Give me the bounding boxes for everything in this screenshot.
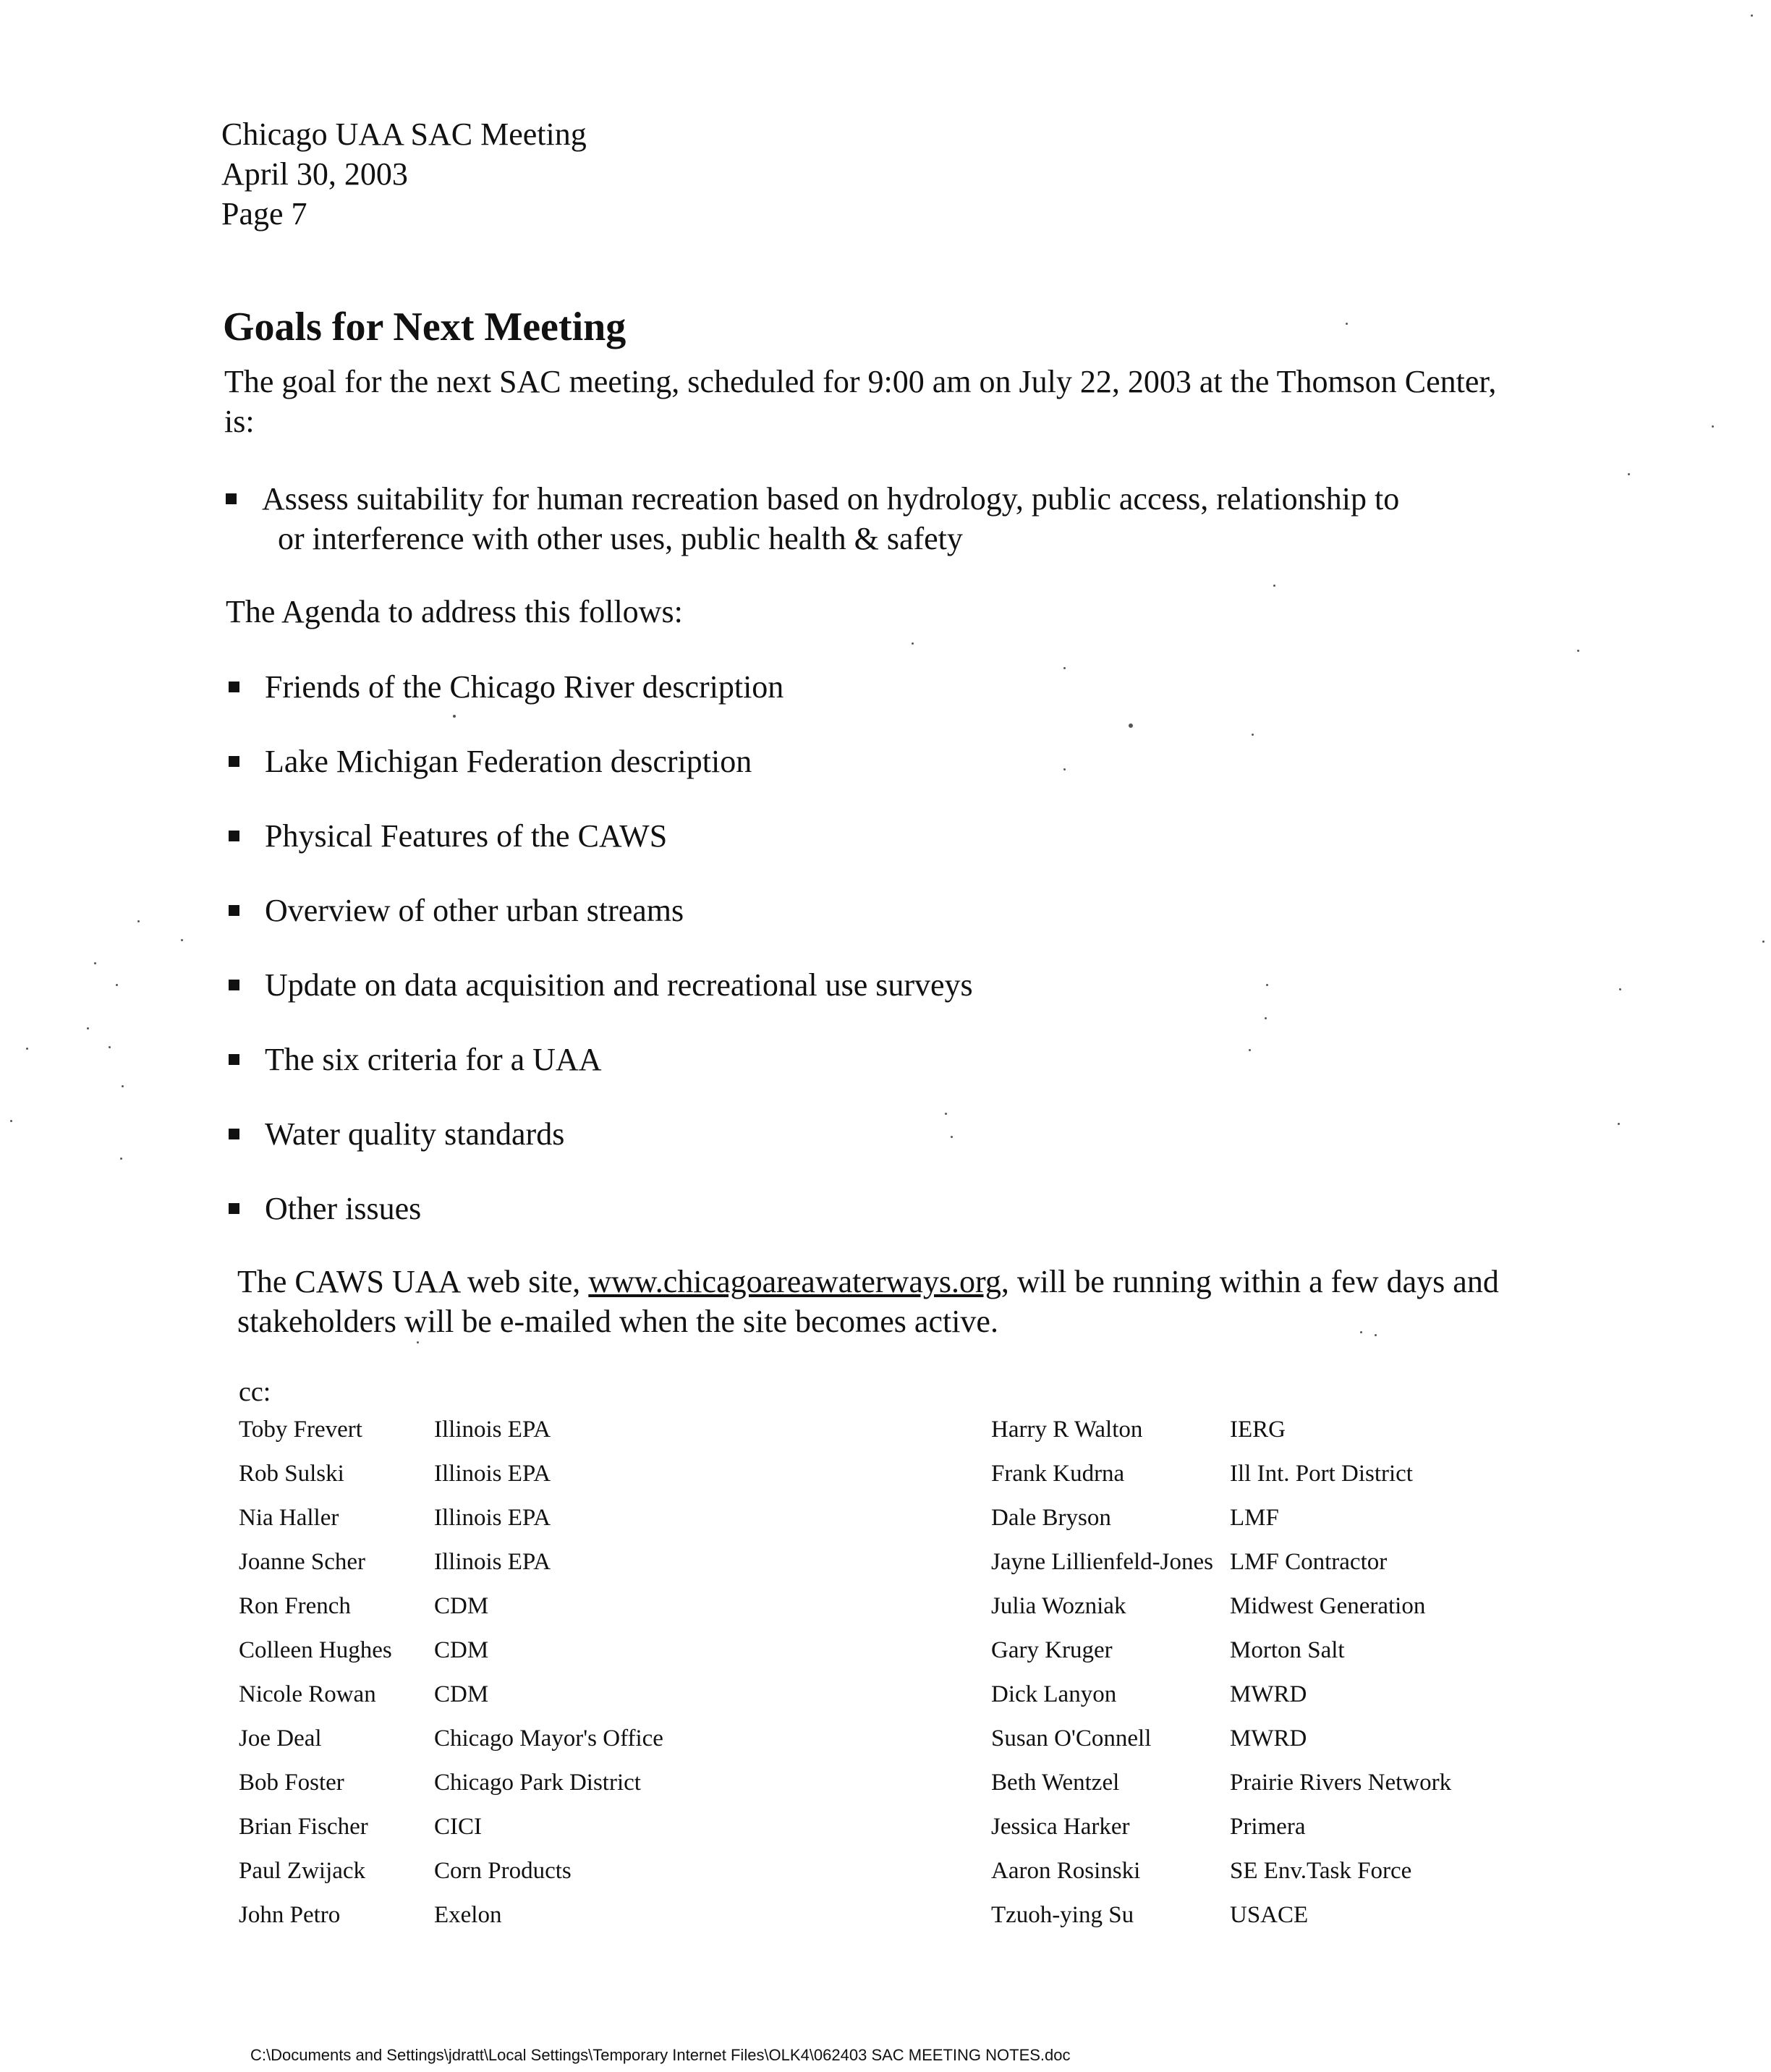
cc-row xyxy=(239,1805,1490,1849)
scan-speck xyxy=(951,1136,953,1138)
cc-recipient-name: Joe Deal xyxy=(239,1725,322,1752)
square-bullet-icon xyxy=(229,682,239,692)
scan-speck xyxy=(1346,323,1348,325)
cc-row xyxy=(239,1717,1490,1761)
cc-recipient-name: Dale Bryson xyxy=(991,1505,1111,1531)
cc-row xyxy=(239,1761,1490,1805)
scan-speck xyxy=(181,939,183,941)
cc-recipient-org: Illinois EPA xyxy=(434,1461,551,1487)
file-path-footer: C:\Documents and Settings\jdratt\Local Settings\Temporary Internet Files\OLK4\062403 SAC MEETING NOTES.doc xyxy=(250,2046,1071,2064)
agenda-item-text: Update on data acquisition and recreational use surveys xyxy=(265,967,973,1003)
agenda-item-text: Other issues xyxy=(265,1191,422,1226)
agenda-item xyxy=(229,742,973,816)
header-page-number: Page 7 xyxy=(221,196,307,232)
cc-recipient-name: Aaron Rosinski xyxy=(991,1858,1141,1884)
memo-header xyxy=(221,114,587,234)
scan-speck xyxy=(1063,667,1066,669)
cc-recipient-name: Gary Kruger xyxy=(991,1637,1113,1663)
scan-speck xyxy=(10,1120,12,1122)
scan-speck xyxy=(1577,650,1579,652)
cc-recipient-org: LMF Contractor xyxy=(1230,1549,1388,1575)
goal-text-line1: Assess suitability for human recreation based on hydrology, public access, relationship to xyxy=(262,481,1400,517)
cc-recipient-org: Chicago Mayor's Office xyxy=(434,1725,663,1752)
cc-recipient-org: SE Env.Task Force xyxy=(1230,1858,1412,1884)
scan-speck xyxy=(1265,1017,1267,1019)
scan-speck xyxy=(1375,1334,1377,1336)
cc-recipient-org: CDM xyxy=(434,1637,489,1663)
scan-speck xyxy=(1252,734,1254,736)
scan-speck xyxy=(122,1085,124,1087)
scan-speck xyxy=(26,1048,28,1050)
website-link[interactable]: www.chicagoareawaterways.org xyxy=(588,1264,1001,1299)
cc-recipient-org: Ill Int. Port District xyxy=(1230,1461,1413,1487)
cc-recipient-org: Exelon xyxy=(434,1902,502,1928)
cc-row xyxy=(239,1452,1490,1496)
cc-recipient-org: LMF xyxy=(1230,1505,1279,1531)
cc-recipient-org: CDM xyxy=(434,1681,489,1707)
cc-recipient-name: Joanne Scher xyxy=(239,1549,366,1575)
scan-speck xyxy=(417,1341,419,1343)
cc-recipient-org: CICI xyxy=(434,1814,482,1840)
cc-row xyxy=(239,1496,1490,1540)
cc-recipient-name: Beth Wentzel xyxy=(991,1770,1120,1796)
cc-table-body xyxy=(239,1408,1490,1937)
goal-intro-paragraph: The goal for the next SAC meeting, scheduled for 9:00 am on July 22, 2003 at the Thomson Center, is: xyxy=(224,364,1497,439)
agenda-item xyxy=(229,965,973,1040)
scan-speck xyxy=(1273,585,1275,587)
agenda-item-text: Lake Michigan Federation description xyxy=(265,744,752,779)
scan-speck xyxy=(1360,1331,1362,1333)
cc-recipient-name: Nicole Rowan xyxy=(239,1681,376,1707)
cc-recipient-name: Brian Fischer xyxy=(239,1814,368,1840)
scan-speck xyxy=(1129,723,1133,728)
cc-recipient-org: Prairie Rivers Network xyxy=(1230,1770,1452,1796)
goal-text-line2: or interference with other uses, public health & safety xyxy=(278,521,963,556)
scan-speck xyxy=(94,962,96,964)
agenda-item-text: Physical Features of the CAWS xyxy=(265,818,668,854)
cc-recipient-name: Harry R Walton xyxy=(991,1417,1143,1443)
cc-recipient-name: Frank Kudrna xyxy=(991,1461,1125,1487)
cc-recipient-org: Corn Products xyxy=(434,1858,572,1884)
cc-row xyxy=(239,1893,1490,1937)
square-bullet-icon xyxy=(229,756,239,767)
scan-speck xyxy=(1712,425,1714,428)
agenda-intro: The Agenda to address this follows: xyxy=(226,594,683,629)
cc-recipient-name: Jayne Lillienfeld-Jones xyxy=(991,1549,1213,1575)
scan-speck xyxy=(137,920,140,922)
square-bullet-icon xyxy=(229,1054,239,1065)
scan-speck xyxy=(1618,1123,1620,1125)
cc-recipient-name: Toby Frevert xyxy=(239,1417,362,1443)
cc-recipient-name: John Petro xyxy=(239,1902,341,1928)
scan-speck xyxy=(1762,941,1764,943)
square-bullet-icon xyxy=(226,493,237,504)
website-paragraph xyxy=(237,1262,1525,1341)
scan-speck xyxy=(912,642,914,645)
cc-recipient-org: CDM xyxy=(434,1593,489,1619)
agenda-item xyxy=(229,816,973,891)
cc-recipient-org: Primera xyxy=(1230,1814,1306,1840)
cc-recipient-name: Julia Wozniak xyxy=(991,1593,1126,1619)
cc-recipient-org: USACE xyxy=(1230,1902,1309,1928)
agenda-item xyxy=(229,667,973,742)
cc-recipient-org: IERG xyxy=(1230,1417,1286,1443)
cc-recipient-org: Illinois EPA xyxy=(434,1549,551,1575)
scan-speck xyxy=(1249,1049,1251,1051)
cc-recipient-org: Illinois EPA xyxy=(434,1505,551,1531)
square-bullet-icon xyxy=(229,1129,239,1139)
header-date: April 30, 2003 xyxy=(221,156,408,192)
square-bullet-icon xyxy=(229,980,239,990)
cc-distribution-table xyxy=(239,1408,1490,1937)
cc-recipient-name: Jessica Harker xyxy=(991,1814,1130,1840)
cc-recipient-name: Bob Foster xyxy=(239,1770,344,1796)
square-bullet-icon xyxy=(229,1203,239,1214)
cc-recipient-name: Ron French xyxy=(239,1593,351,1619)
cc-recipient-name: Nia Haller xyxy=(239,1505,339,1531)
agenda-item xyxy=(229,1114,973,1189)
scan-speck xyxy=(1751,14,1753,17)
cc-row xyxy=(239,1673,1490,1717)
scan-speck xyxy=(453,715,456,718)
section-heading: Goals for Next Meeting xyxy=(223,305,627,349)
agenda-item xyxy=(229,1189,973,1263)
cc-recipient-name: Colleen Hughes xyxy=(239,1637,392,1663)
scan-speck xyxy=(1266,984,1268,986)
cc-recipient-org: Chicago Park District xyxy=(434,1770,641,1796)
cc-recipient-org: Illinois EPA xyxy=(434,1417,551,1443)
scan-speck xyxy=(1619,988,1621,990)
cc-row xyxy=(239,1584,1490,1629)
cc-label: cc: xyxy=(239,1377,271,1407)
cc-recipient-name: Tzuoh-ying Su xyxy=(991,1902,1134,1928)
cc-recipient-name: Susan O'Connell xyxy=(991,1725,1152,1752)
website-text-after: , will be running within a few days and stakeholders will be e-mailed when the site becomes active. xyxy=(237,1264,1499,1339)
header-meeting-title: Chicago UAA SAC Meeting xyxy=(221,116,587,152)
square-bullet-icon xyxy=(229,905,239,916)
agenda-item xyxy=(229,1040,973,1114)
goal-bullet-item xyxy=(226,479,1528,559)
scan-speck xyxy=(1063,768,1066,770)
cc-recipient-org: MWRD xyxy=(1230,1681,1307,1707)
cc-row xyxy=(239,1849,1490,1893)
cc-row xyxy=(239,1629,1490,1673)
agenda-item xyxy=(229,891,973,965)
agenda-item-text: Water quality standards xyxy=(265,1116,565,1152)
cc-row xyxy=(239,1540,1490,1584)
cc-recipient-org: MWRD xyxy=(1230,1725,1307,1752)
agenda-item-text: Overview of other urban streams xyxy=(265,893,684,928)
scan-speck xyxy=(116,984,118,986)
square-bullet-icon xyxy=(229,831,239,841)
scan-speck xyxy=(109,1046,111,1048)
scan-speck xyxy=(120,1158,122,1160)
cc-row xyxy=(239,1408,1490,1452)
cc-recipient-name: Paul Zwijack xyxy=(239,1858,366,1884)
cc-recipient-name: Dick Lanyon xyxy=(991,1681,1117,1707)
scan-speck xyxy=(1628,473,1630,475)
agenda-item-text: Friends of the Chicago River description xyxy=(265,669,784,705)
website-text-before: The CAWS UAA web site, xyxy=(237,1264,589,1299)
cc-recipient-org: Morton Salt xyxy=(1230,1637,1345,1663)
scan-speck xyxy=(945,1113,947,1115)
cc-recipient-org: Midwest Generation xyxy=(1230,1593,1426,1619)
scan-speck xyxy=(87,1027,89,1029)
agenda-item-text: The six criteria for a UAA xyxy=(265,1042,602,1077)
cc-recipient-name: Rob Sulski xyxy=(239,1461,344,1487)
agenda-list xyxy=(229,667,973,1263)
